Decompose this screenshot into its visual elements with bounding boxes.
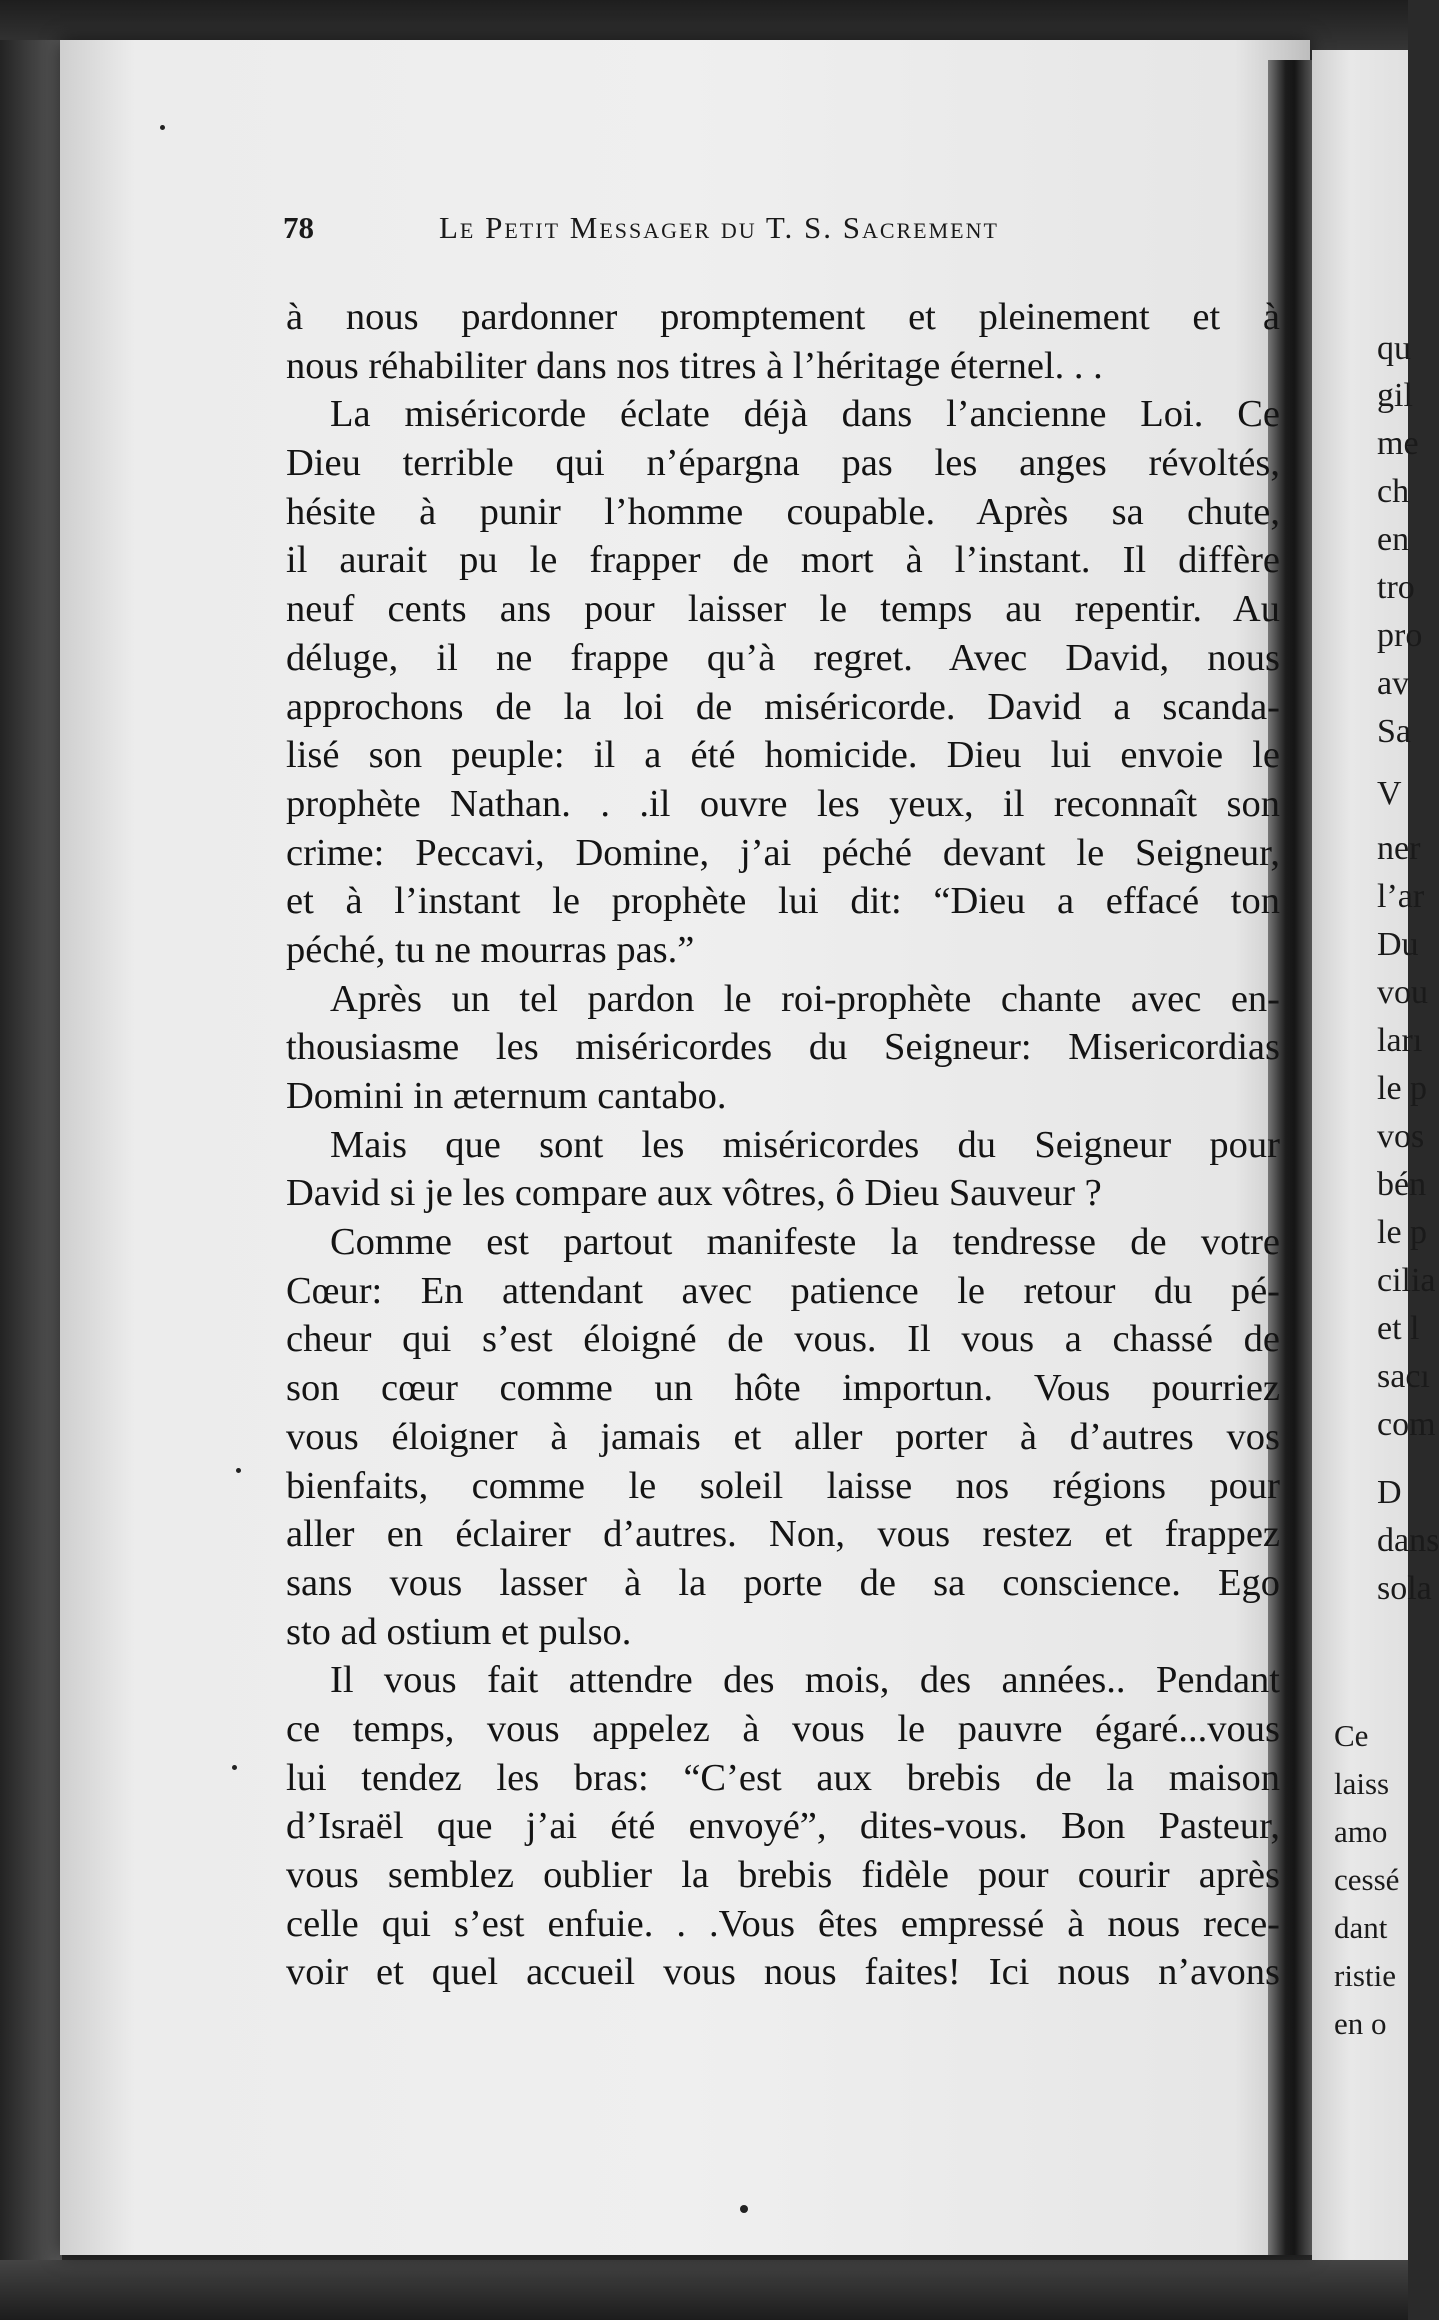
text-line: vous semblez oublier la brebis fidèle pour courir après — [286, 1854, 1280, 1896]
text-line: neuf cents ans pour laisser le temps au repentir. Au — [286, 588, 1280, 631]
text-line: et à l’instant le prophète lui dit: “Dieu a effacé ton — [286, 880, 1280, 923]
facing-page-fragment: en o — [1334, 2006, 1387, 2041]
facing-page-fragment: ch — [1377, 473, 1410, 510]
facing-page-fragment: pro — [1377, 617, 1423, 654]
facing-page-fragment: laiss — [1334, 1766, 1390, 1801]
text-line: péché, tu ne mourras pas.” — [286, 928, 695, 971]
facing-page-fragment: Du — [1377, 926, 1419, 963]
text-line: déluge, il ne frappe qu’à regret. Avec David, nous — [286, 636, 1280, 679]
text-line: son cœur comme un hôte importun. Vous pourriez — [286, 1367, 1280, 1410]
facing-page-fragment: en — [1377, 521, 1410, 558]
text-line: vous éloigner à jamais et aller porter à d’autres vos — [286, 1415, 1280, 1458]
speck — [232, 1765, 237, 1770]
facing-page-fragment: com — [1377, 1406, 1436, 1443]
facing-page-fragment: le p — [1377, 1214, 1428, 1251]
text-line: aller en éclairer d’autres. Non, vous restez et frappez — [286, 1513, 1280, 1556]
text-line: Dieu terrible qui n’épargna pas les anges révoltés, — [286, 442, 1280, 485]
facing-page-fragment: qu — [1377, 330, 1411, 367]
text-line: lui tendez les bras: “C’est aux brebis de la maison — [286, 1756, 1280, 1799]
text-line: Après un tel pardon le roi-prophète chante avec en- — [330, 977, 1280, 1020]
facing-page-fragment: sola — [1377, 1570, 1432, 1607]
text-line: il aurait pu le frapper de mort à l’instant. Il diffère — [286, 539, 1280, 582]
facing-page-fragment: D — [1377, 1474, 1402, 1511]
text-line: La miséricorde éclate déjà dans l’ancienne Loi. Ce — [330, 393, 1280, 436]
text-line: nous réhabiliter dans nos titres à l’héritage éternel. . . — [286, 344, 1103, 387]
page-number: 78 — [283, 210, 314, 245]
facing-page-fragment: ner — [1377, 830, 1421, 867]
text-line: bienfaits, comme le soleil laisse nos régions pour — [286, 1464, 1280, 1507]
running-title: Le Petit Messager du T. S. Sacrement — [439, 210, 999, 245]
text-line: thousiasme les miséricordes du Seigneur: Misericordias — [286, 1026, 1280, 1069]
text-line: à nous pardonner promptement et pleinement et à — [286, 296, 1280, 338]
facing-page-fragment: Ce — [1334, 1718, 1369, 1753]
text-line: Mais que sont les miséricordes du Seigneur pour — [330, 1123, 1280, 1166]
facing-page-fragment: gil — [1377, 377, 1413, 414]
facing-page-fragment: ları — [1377, 1022, 1423, 1059]
text-line: ce temps, vous appelez à vous le pauvre égaré...vous — [286, 1707, 1280, 1750]
text-line: cheur qui s’est éloigné de vous. Il vous a chassé de — [286, 1318, 1280, 1361]
text-line: crime: Peccavi, Domine, j’ai péché devant le Seigneur, — [286, 831, 1280, 874]
facing-page-fragment: tro — [1377, 569, 1415, 606]
facing-page-fragment: cessé — [1334, 1862, 1400, 1897]
facing-page-fragment: et l — [1377, 1310, 1420, 1347]
text-line: Domini in æternum cantabo. — [286, 1075, 727, 1117]
text-line: Comme est partout manifeste la tendresse de votre — [330, 1221, 1280, 1264]
facing-page-fragment: dans — [1377, 1522, 1439, 1559]
facing-page-fragment: av — [1377, 665, 1410, 702]
text-line: d’Israël que j’ai été envoyé”, dites-vous. Bon Pasteur, — [286, 1805, 1280, 1848]
body-text — [286, 293, 1280, 1997]
text-line: voir et quel accueil vous nous faites! Ici nous n’avons — [286, 1951, 1280, 1994]
text-line: Il vous fait attendre des mois, des années.. Pendant — [330, 1659, 1280, 1702]
text-line: lisé son peuple: il a été homicide. Dieu lui envoie le — [286, 734, 1280, 777]
facing-page-fragment: sacı — [1377, 1358, 1430, 1395]
facing-page-fragment: amo — [1334, 1814, 1388, 1849]
text-line: sans vous lasser à la porte de sa conscience. Ego — [286, 1561, 1280, 1604]
facing-page-fragment: vos — [1377, 1118, 1425, 1155]
text-line: hésite à punir l’homme coupable. Après sa chute, — [286, 490, 1280, 533]
facing-page-fragment: V — [1377, 775, 1402, 812]
scan-background-left — [0, 40, 62, 2280]
facing-page-fragment: dant — [1334, 1910, 1388, 1945]
facing-page-fragment: vou — [1377, 974, 1428, 1011]
scan-background-bottom — [0, 2260, 1408, 2320]
text-line: sto ad ostium et pulso. — [286, 1610, 632, 1653]
text-line: celle qui s’est enfuie. . .Vous êtes empressé à nous rece- — [286, 1902, 1280, 1945]
facing-page-fragment: me — [1377, 425, 1419, 462]
speck — [236, 1468, 241, 1473]
speck — [740, 2205, 748, 2213]
facing-page-fragment: l’ar — [1377, 878, 1425, 915]
facing-page-fragment: Sa — [1377, 713, 1411, 750]
facing-page-fragment: bén — [1377, 1166, 1427, 1203]
facing-page-fragment: ristie — [1334, 1958, 1396, 1993]
text-line: Cœur: En attendant avec patience le retour du pé- — [286, 1269, 1280, 1312]
text-line: prophète Nathan. . .il ouvre les yeux, il reconnaît son — [286, 782, 1280, 825]
facing-page-fragment: cilia — [1377, 1262, 1436, 1299]
speck — [160, 125, 165, 130]
text-line: approchons de la loi de miséricorde. David a scanda- — [286, 685, 1280, 728]
facing-page-fragment: le p — [1377, 1070, 1428, 1107]
text-line: David si je les compare aux vôtres, ô Dieu Sauveur ? — [286, 1172, 1102, 1215]
page-header — [283, 210, 1283, 254]
